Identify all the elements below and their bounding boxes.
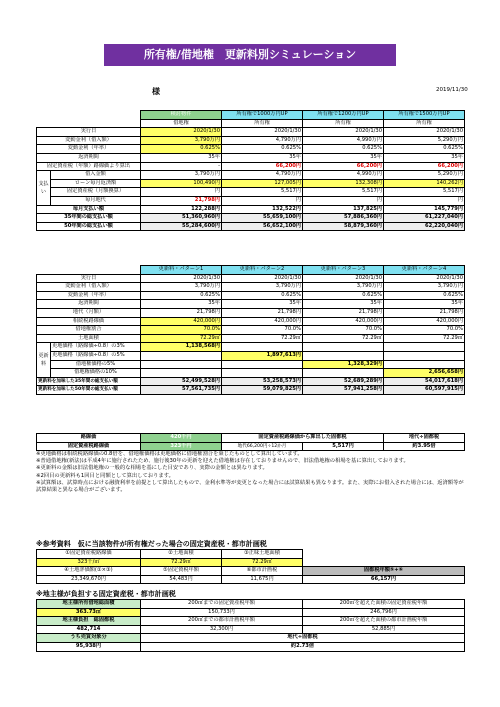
route-price-label: 路線価: [37, 434, 141, 443]
landlord-table: [36, 599, 465, 652]
calc-tax-label: 固定資産税路線価から算出した固都税: [222, 434, 384, 443]
cell: 54,017,618円: [384, 377, 465, 386]
cell: 円: [384, 196, 465, 205]
cell: 57,886,360円: [303, 214, 384, 223]
cell: 56,652,100円: [222, 222, 303, 231]
cell: 3,790万円: [141, 171, 222, 180]
cell: 5,517円: [303, 188, 384, 197]
subheader: 所有権: [303, 119, 384, 128]
landlord-header: 200㎡を超えた面積の固定資産税年額: [303, 600, 465, 609]
row-label: 更地価格（路線価÷0.8）の5%: [51, 351, 141, 360]
row-label: 変動金利（借入額）: [37, 136, 141, 145]
cell: 35年: [384, 153, 465, 162]
row-label: 返済期間: [37, 153, 141, 162]
calc-value: 5,517円: [303, 442, 384, 451]
cell: 35年: [141, 153, 222, 162]
cell: 4,990万円: [303, 136, 384, 145]
cell: 円: [141, 188, 222, 197]
cell: 57,941,258円: [303, 386, 384, 395]
row-label: 毎月地代: [51, 196, 141, 205]
renewal-fee-table: [36, 265, 465, 395]
cell: 3,790万円: [141, 283, 222, 292]
ref-value: 23,349,670円: [37, 575, 141, 584]
cell: 0.625%: [384, 145, 465, 154]
subheader: 所有権: [222, 119, 303, 128]
payment-side-label: 支払い: [37, 171, 51, 205]
cell: [303, 343, 384, 352]
cell: 21,798円: [384, 308, 465, 317]
landlord-header: うち売買対象分: [37, 634, 141, 643]
cell: 2020/1/30: [222, 274, 303, 283]
cell: 4,790万円: [222, 136, 303, 145]
row-label: 借地権価格の10%: [51, 369, 141, 378]
row-label: ローン毎月返済額: [51, 179, 141, 188]
cell: 35年: [303, 153, 384, 162]
cell: 3,790万円: [384, 283, 465, 292]
landlord-title: ※地主様が負担する固定資産税・都市計画税: [36, 590, 176, 598]
cell: 66,200円: [384, 162, 465, 171]
cell: 55,284,600円: [141, 222, 222, 231]
cell: 72.29㎡: [222, 334, 303, 343]
landlord-header: 地代÷固都税: [141, 634, 465, 643]
col-header-pattern1: 更新料・パターン1: [141, 266, 222, 275]
cell: 5,517円: [222, 188, 303, 197]
cell: 70.0%: [303, 326, 384, 335]
cell: 52,499,528円: [141, 377, 222, 386]
col-header-pattern4: 更新料・パターン4: [384, 266, 465, 275]
landlord-header: 地主様負担 総固都税: [37, 617, 141, 626]
fixed-asset-route-price-label: 固定資産税路線価: [37, 442, 141, 451]
cell: 5,290万円: [384, 171, 465, 180]
cell: 420,000円: [303, 317, 384, 326]
row-label: 相続税路線価: [37, 317, 141, 326]
cell: 2020/1/30: [303, 274, 384, 283]
cell: 0.625%: [141, 145, 222, 154]
note-item: ※更地価格は相続税路線価の0.8倍を、借地権価格は更地価格に借地権割合を乗じたものとして算出しています。: [36, 451, 303, 457]
cell: 2020/1/30: [222, 128, 303, 137]
cell: 円: [303, 196, 384, 205]
subheader: 借地権: [141, 119, 222, 128]
cell: [384, 351, 465, 360]
notes-block: [36, 451, 466, 494]
row-label: 実行日: [37, 128, 141, 137]
ref-value: 72.29㎡: [141, 558, 222, 567]
cell: [141, 351, 222, 360]
cell: 55,659,100円: [222, 214, 303, 223]
cell: 1,897,613円: [222, 351, 303, 360]
note-item: ※普通借地権(新法)は平成4年に施行されたため、施行後30年の更新を迎えた借地権は存在しておりませんので、旧法借地権の相場を基に算出しております。: [36, 458, 409, 465]
calc-sub-label: 地代66,200円÷12か月: [222, 442, 303, 451]
landlord-value: 482,714: [37, 625, 141, 634]
blank-cell: [303, 550, 465, 559]
note-item: ※更新料の金額は旧法借地権の一般的な相場を基にした目安であり、実際の金額とは異なります。: [36, 465, 268, 472]
row-label: 借地権価格の5%: [51, 360, 141, 369]
note-item: ※2回目の更新料も1回目と同額として算出しております。: [36, 472, 174, 479]
cell: 66,200円: [222, 162, 303, 171]
cell: 2020/1/30: [303, 128, 384, 137]
cell: 132,308円: [303, 179, 384, 188]
cell: 61,227,040円: [384, 214, 465, 223]
route-price-table: [36, 433, 465, 451]
cell: 122,288円: [141, 205, 222, 214]
cell: 70.0%: [384, 326, 465, 335]
blank-cell: [37, 111, 141, 120]
cell: 137,825円: [303, 205, 384, 214]
ref-header: ④土地評価額(①×③): [37, 567, 141, 576]
row-label: 土地面積: [37, 334, 141, 343]
client-honorific: 様: [152, 87, 160, 96]
cell: [141, 369, 222, 378]
row-label: 更新料を加味した35年間の総支払い額: [37, 377, 141, 386]
cell: 0.625%: [222, 291, 303, 300]
cell: [222, 360, 303, 369]
landlord-value: 95,938円: [37, 642, 141, 651]
cell: 51,360,960円: [141, 214, 222, 223]
cell: 35年: [384, 300, 465, 309]
ref-header-total: 固都税年額⑤+⑥: [303, 567, 465, 576]
ref-header: ③正味土地面積: [222, 550, 303, 559]
cell: 3,790万円: [222, 283, 303, 292]
landlord-value: 32,300円: [141, 625, 303, 634]
cell: 127,005円: [222, 179, 303, 188]
cell: 72.29㎡: [141, 334, 222, 343]
cell: 0.625%: [303, 291, 384, 300]
blank-cell: [303, 558, 465, 567]
landlord-value: 150,733円: [141, 608, 303, 617]
row-label: 更地価格（路線価÷0.8）の3%: [51, 343, 141, 352]
cell: 53,258,573円: [222, 377, 303, 386]
cell: [303, 369, 384, 378]
landlord-value: 約2.73倍: [141, 642, 465, 651]
cell: 5,290万円: [384, 136, 465, 145]
row-label: 変動金利（年率）: [37, 145, 141, 154]
cell: -: [141, 162, 222, 171]
cell: 4,990万円: [303, 171, 384, 180]
landlord-value: 52,885円: [303, 625, 465, 634]
cell: 420,000円: [384, 317, 465, 326]
cell: [303, 351, 384, 360]
cell: 円: [222, 196, 303, 205]
cell: 132,522円: [222, 205, 303, 214]
cell: 145,779円: [384, 205, 465, 214]
cell: 420,000円: [141, 317, 222, 326]
cell: 60,597,915円: [384, 386, 465, 395]
row-label: 35年間の総支払い額: [37, 214, 141, 223]
row-label: 借入金額: [51, 171, 141, 180]
cell: 21,798円: [141, 308, 222, 317]
row-label: 変動金利（借入額）: [37, 283, 141, 292]
ref-value: 323千/㎡: [37, 558, 141, 567]
cell: 140,262円: [384, 179, 465, 188]
row-label: 固定資産税（年額）路線価より算出: [37, 162, 141, 171]
ref-value: 11,675円: [222, 575, 303, 584]
note-item: ※試算額は、試算時点における融資利率を前提として算出したもので、金利水準等が変更となった場合には試算結果も異なります。また、実際にお借入された場合には、返済額等が試算結果と異なる場合がございます。: [36, 479, 464, 494]
row-label: 更新料を加味した50年間の総支払い額: [37, 386, 141, 395]
cell: 4,790万円: [222, 171, 303, 180]
ref-header: ⑥都市計画税: [222, 567, 303, 576]
ref-header: ①固定資産税路線価: [37, 550, 141, 559]
blank-cell: [37, 266, 141, 275]
cell: 0.625%: [141, 291, 222, 300]
landlord-header: 200㎡までの都市計画税年額: [141, 617, 303, 626]
cell: 2020/1/30: [141, 128, 222, 137]
row-label: 地代（月額）: [37, 308, 141, 317]
cell: 1,138,568円: [141, 343, 222, 352]
cell: 0.625%: [303, 145, 384, 154]
landlord-header: 200㎡までの固定資産税年額: [141, 600, 303, 609]
ref-value: 54,483円: [141, 575, 222, 584]
cell: [384, 343, 465, 352]
row-label: 返済期間: [37, 300, 141, 309]
landlord-header: 200㎡を超えた面積の都市計画税年額: [303, 617, 465, 626]
cell: 66,200円: [303, 162, 384, 171]
cell: 59,079,825円: [222, 386, 303, 395]
cell: 3,790万円: [141, 136, 222, 145]
cell: 72.29㎡: [303, 334, 384, 343]
cell: 58,879,360円: [303, 222, 384, 231]
cell: 35年: [303, 300, 384, 309]
cell: 2020/1/30: [141, 274, 222, 283]
row-label: 毎月支払い額: [37, 205, 141, 214]
row-label: 実行日: [37, 274, 141, 283]
document-date: 2019/11/30: [436, 87, 468, 93]
page-title: 所有権/借地権 更新料別シミュレーション: [104, 44, 396, 66]
ref-value-total: 66,157円: [303, 575, 465, 584]
col-header-pattern2: 更新料・パターン2: [222, 266, 303, 275]
cell: 70.0%: [222, 326, 303, 335]
cell: 62,220,040円: [384, 222, 465, 231]
cell: [141, 360, 222, 369]
row-label: 借地権割合: [37, 326, 141, 335]
cell: 57,561,735円: [141, 386, 222, 395]
cell: 1,328,329円: [303, 360, 384, 369]
reference-title: ※参考資料 仮に当該物件が所有権だった場合の固定資産税・都市計画税: [36, 540, 267, 548]
cell: 21,798円: [303, 308, 384, 317]
ownership-comparison-table: [36, 110, 465, 231]
cell: 100,490円: [141, 179, 222, 188]
cell: 35年: [222, 300, 303, 309]
col-header-target: 検討物件: [141, 111, 222, 120]
renewal-side-label: 更新料: [37, 343, 51, 377]
fixed-asset-route-price-value: 323千円: [141, 442, 222, 451]
row-label: 変動金利（年率）: [37, 291, 141, 300]
cell: 2020/1/30: [384, 274, 465, 283]
col-header-1200: 所有権で1200万円UP: [303, 111, 384, 120]
landlord-value: 246,796円: [303, 608, 465, 617]
row-label: 固定資産税（月額換算）: [51, 188, 141, 197]
cell: 70.0%: [141, 326, 222, 335]
blank-cell: [37, 119, 141, 128]
cell: 0.625%: [222, 145, 303, 154]
ref-value: 72.29㎡: [222, 558, 303, 567]
landlord-header: 地主様所有借地総面積: [37, 600, 141, 609]
subheader: 所有権: [384, 119, 465, 128]
cell: 2,656,658円: [384, 369, 465, 378]
cell: 21,798円: [141, 196, 222, 205]
cell: 420,000円: [222, 317, 303, 326]
ref-header: ②土地面積: [141, 550, 222, 559]
col-header-pattern3: 更新料・パターン3: [303, 266, 384, 275]
col-header-1500: 所有権で1500万円UP: [384, 111, 465, 120]
ratio-label: 地代÷固都税: [384, 434, 465, 443]
ref-header: ⑤固定資税年額: [141, 567, 222, 576]
cell: 21,798円: [222, 308, 303, 317]
cell: 35年: [141, 300, 222, 309]
cell: [384, 360, 465, 369]
cell: 35年: [222, 153, 303, 162]
cell: 72.29㎡: [384, 334, 465, 343]
cell: 2020/1/30: [384, 128, 465, 137]
route-price-value: 420千円: [141, 434, 222, 443]
cell: 5,517円: [384, 188, 465, 197]
landlord-value: 363.73㎡: [37, 608, 141, 617]
reference-table: [36, 549, 465, 584]
ratio-value: 約3.95倍: [384, 442, 465, 451]
cell: 0.625%: [384, 291, 465, 300]
cell: [222, 343, 303, 352]
cell: [222, 369, 303, 378]
cell: 3,790万円: [303, 283, 384, 292]
row-label: 50年間の総支払い額: [37, 222, 141, 231]
col-header-1000: 所有権で1000万円UP: [222, 111, 303, 120]
cell: 52,689,289円: [303, 377, 384, 386]
